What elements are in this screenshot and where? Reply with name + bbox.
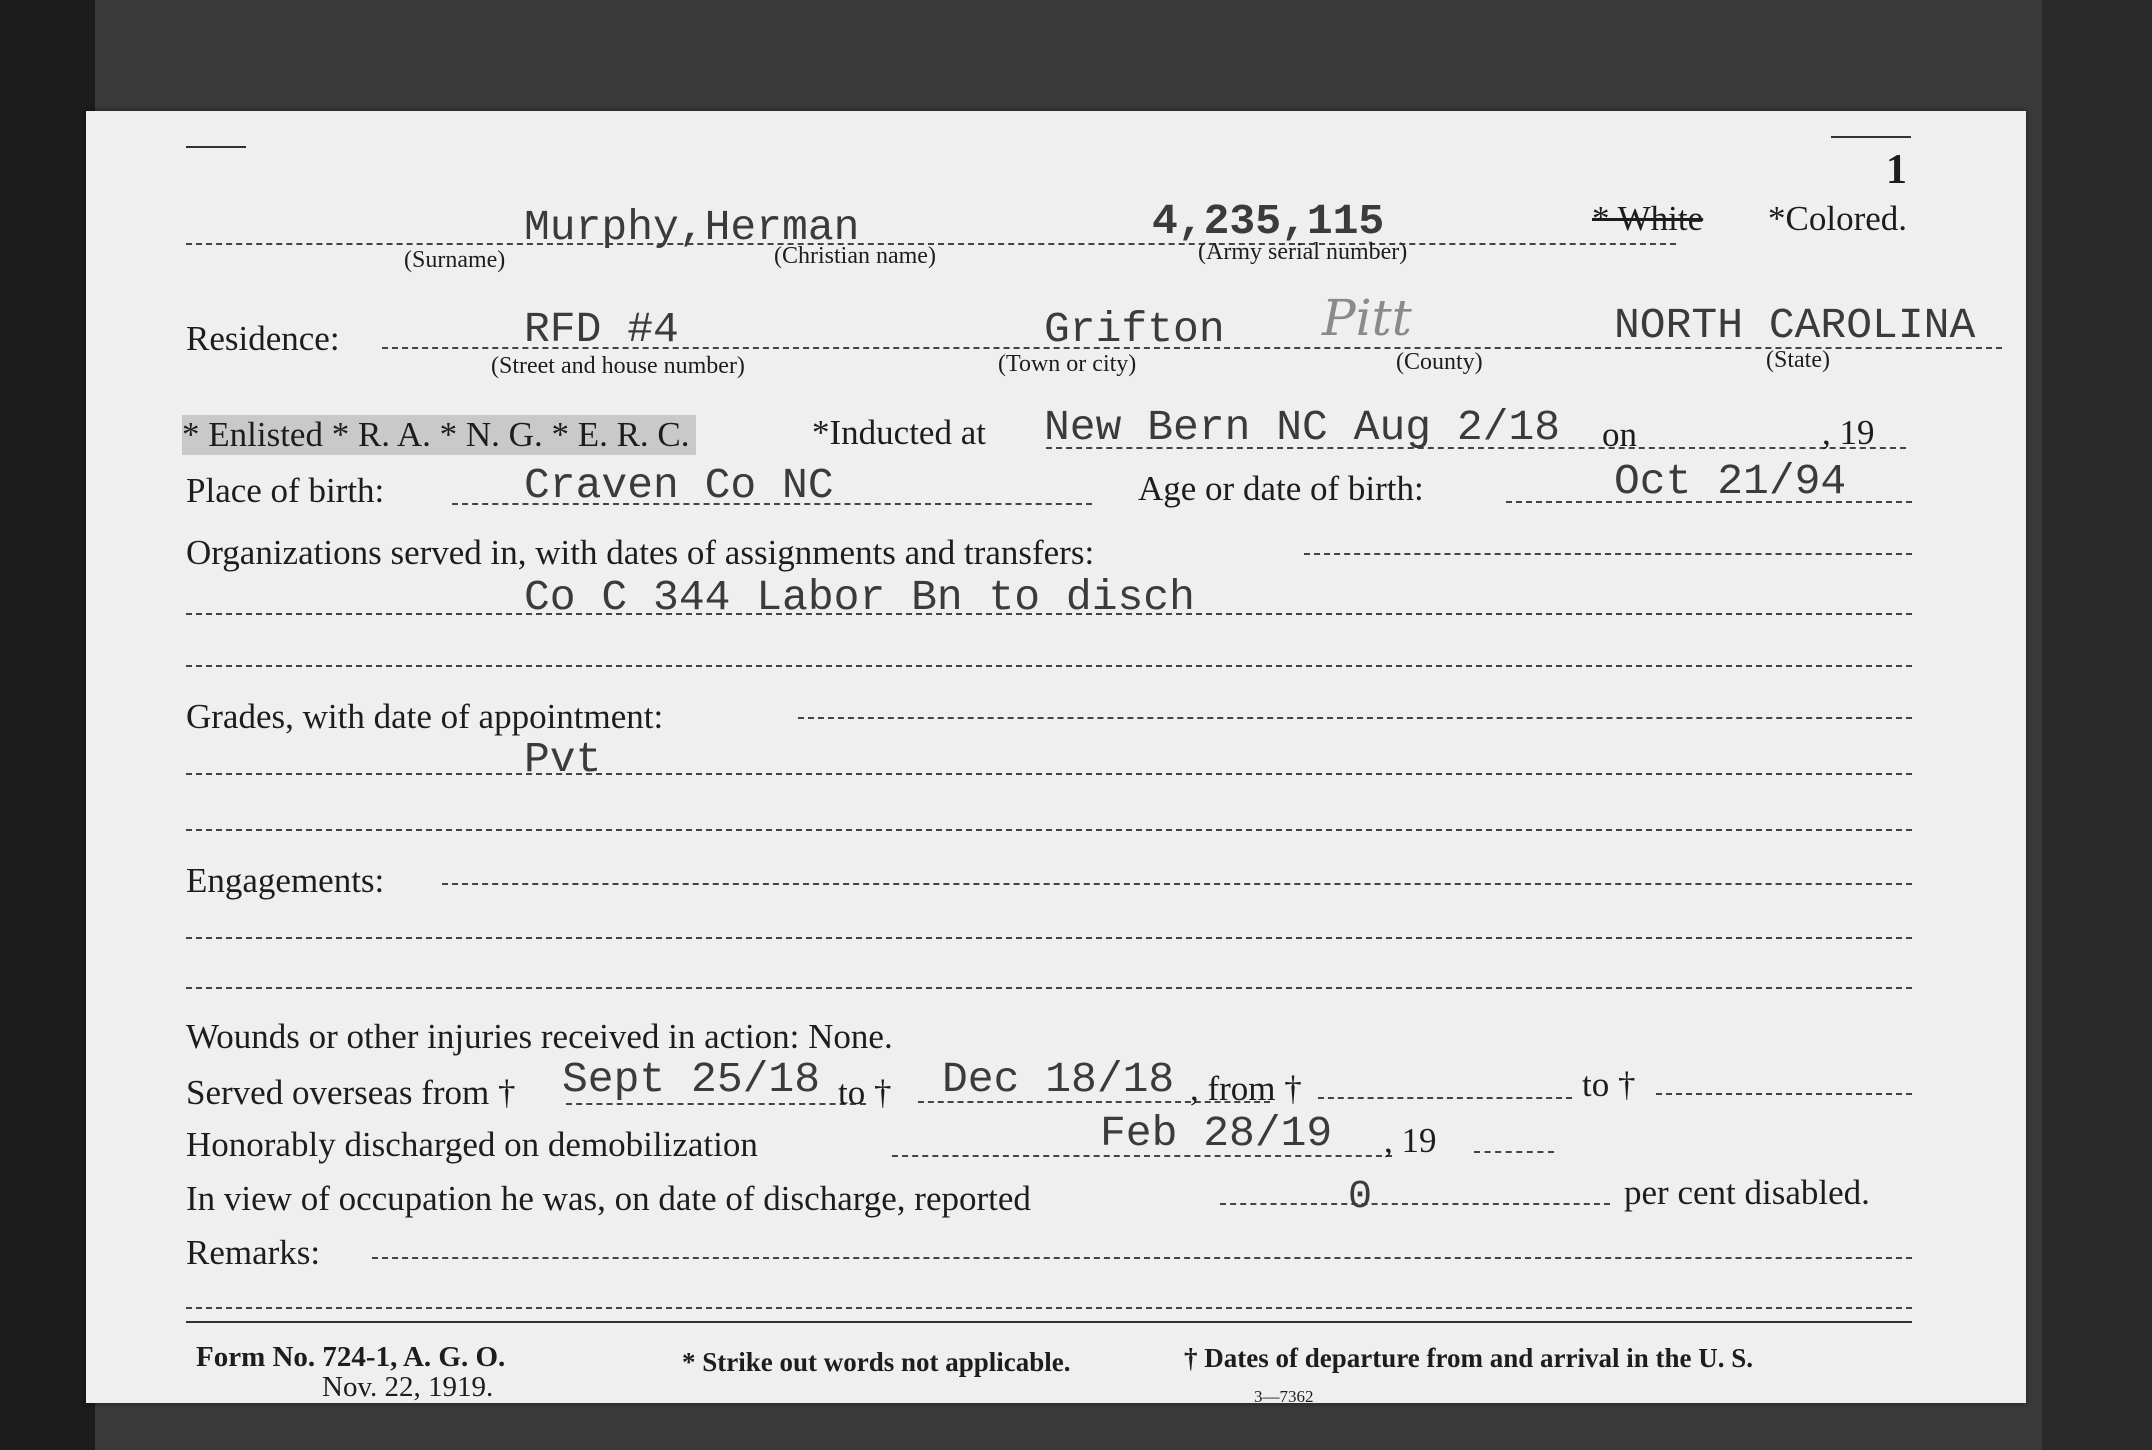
overseas-from-value: Sept 25/18 xyxy=(562,1055,821,1104)
organizations-line-1 xyxy=(1304,553,1912,555)
discharged-year-label: , 19 xyxy=(1384,1121,1437,1160)
scan-background-left xyxy=(0,0,95,1450)
wounds-label: Wounds or other injuries received in action: None. xyxy=(186,1017,893,1056)
county-caption: (County) xyxy=(1396,349,1483,375)
disabled-line xyxy=(1220,1203,1610,1205)
state-value: NORTH CAROLINA xyxy=(1614,301,1976,350)
engagements-line-1 xyxy=(442,883,1912,885)
age-label: Age or date of birth: xyxy=(1138,469,1424,508)
age-value: Oct 21/94 xyxy=(1614,457,1847,506)
top-left-rule xyxy=(186,146,246,148)
grades-label: Grades, with date of appointment: xyxy=(186,697,664,736)
overseas-from2-line xyxy=(1318,1097,1572,1099)
town-value: Grifton xyxy=(1044,305,1225,354)
grades-line-1 xyxy=(798,717,1912,719)
inducted-year-label: , 19 xyxy=(1822,413,1875,452)
enlisted-options-label: * Enlisted * R. A. * N. G. * E. R. C. xyxy=(182,415,696,455)
birth-place-label: Place of birth: xyxy=(186,471,385,510)
race-colored-label: *Colored. xyxy=(1768,199,1908,238)
overseas-to-value: Dec 18/18 xyxy=(942,1055,1175,1104)
remarks-line-1 xyxy=(372,1257,1912,1259)
serial-caption: (Army serial number) xyxy=(1198,239,1408,265)
organizations-line-3 xyxy=(186,665,1912,667)
organizations-value: Co C 344 Labor Bn to disch xyxy=(524,573,1195,622)
residence-label: Residence: xyxy=(186,319,340,358)
street-value: RFD #4 xyxy=(524,305,679,354)
dates-note: † Dates of departure from and arrival in the U. S. xyxy=(1184,1343,1753,1373)
overseas-from-label: Served overseas from † xyxy=(186,1073,516,1112)
occupation-view-label: In view of occupation he was, on date of discharge, reported xyxy=(186,1179,1031,1218)
form-date: Nov. 22, 1919. xyxy=(322,1371,494,1403)
race-white-label: * White xyxy=(1592,199,1704,238)
disabled-label: per cent disabled. xyxy=(1624,1173,1870,1212)
disabled-value: 0 xyxy=(1348,1175,1373,1220)
birth-place-value: Craven Co NC xyxy=(524,461,834,510)
print-code: 3—7362 xyxy=(1254,1387,1314,1406)
strike-note: * Strike out words not applicable. xyxy=(682,1347,1071,1377)
discharged-year-line xyxy=(1474,1151,1554,1153)
name-value: Murphy,Herman xyxy=(524,203,860,252)
overseas-to-label: to † xyxy=(838,1073,892,1112)
grades-value: Pvt xyxy=(524,735,602,784)
engagements-line-3 xyxy=(186,987,1912,989)
inducted-value: New Bern NC Aug 2/18 xyxy=(1044,403,1561,452)
grades-line-2 xyxy=(186,773,1912,775)
discharged-label: Honorably discharged on demobilization xyxy=(186,1125,758,1164)
discharged-value: Feb 28/19 xyxy=(1100,1109,1333,1158)
town-caption: (Town or city) xyxy=(998,351,1137,377)
footer-rule xyxy=(186,1321,1912,1323)
service-record-card xyxy=(86,111,2026,1406)
county-value: Pitt xyxy=(1322,289,1412,347)
remarks-label: Remarks: xyxy=(186,1233,321,1272)
remarks-line-2 xyxy=(186,1307,1912,1309)
state-caption: (State) xyxy=(1766,347,1830,373)
scan-background-right xyxy=(2042,0,2152,1450)
organizations-label: Organizations served in, with dates of assignments and transfers: xyxy=(186,533,1095,572)
card-number: 1 xyxy=(1886,147,1907,193)
engagements-label: Engagements: xyxy=(186,861,385,900)
overseas-to2-line xyxy=(1656,1093,1912,1095)
grades-line-3 xyxy=(186,829,1912,831)
christian-name-caption: (Christian name) xyxy=(774,243,936,269)
overseas-from2-label: , from † xyxy=(1190,1069,1302,1108)
engagements-line-2 xyxy=(186,937,1912,939)
serial-value: 4,235,115 xyxy=(1152,197,1385,246)
street-caption: (Street and house number) xyxy=(491,353,745,379)
surname-caption: (Surname) xyxy=(404,247,506,273)
top-right-rule xyxy=(1831,136,1911,138)
on-label: on xyxy=(1602,415,1637,454)
form-number: Form No. 724-1, A. G. O. xyxy=(196,1341,506,1373)
inducted-label: *Inducted at xyxy=(812,413,986,452)
overseas-to2-label: to † xyxy=(1582,1065,1636,1104)
